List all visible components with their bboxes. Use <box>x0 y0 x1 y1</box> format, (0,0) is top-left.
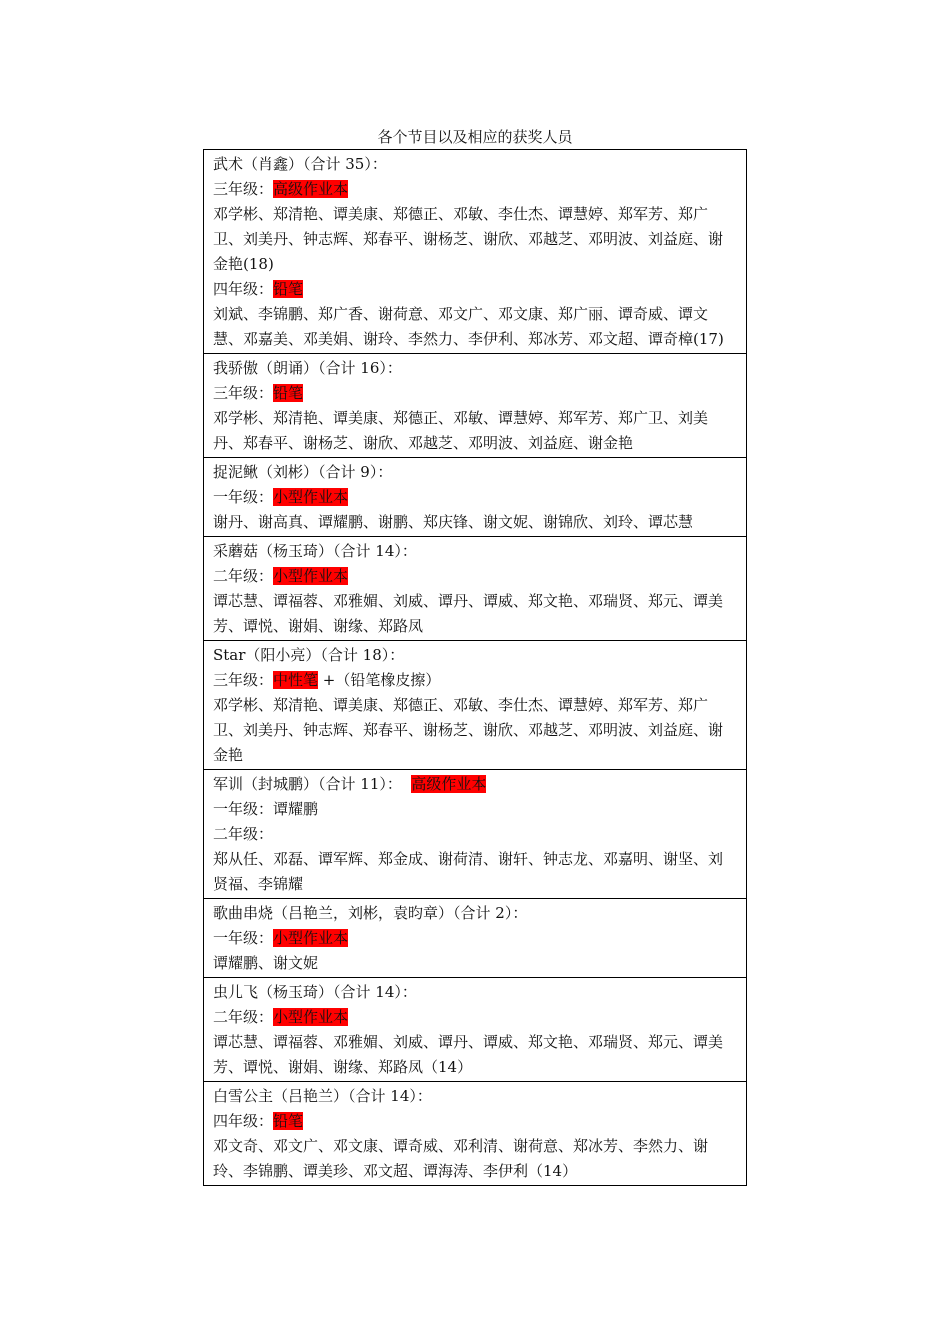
program-header <box>213 152 737 177</box>
program-cell <box>204 537 747 641</box>
prize-highlight: 小型作业本 <box>273 1008 349 1026</box>
grade-line <box>213 177 737 202</box>
grade-line <box>213 564 737 589</box>
program-cell <box>204 458 747 537</box>
program-title: 捉泥鳅（刘彬）（合计 9）： <box>213 463 393 481</box>
grade-line <box>213 277 737 302</box>
grade-label: 二年级： <box>213 825 274 843</box>
prize-extra: +（铅笔橡皮擦） <box>318 671 441 689</box>
grade-label: 一年级： <box>213 929 274 947</box>
program-row <box>204 899 747 978</box>
student-names: 郑从任、邓磊、谭军辉、郑金成、谢荷清、谢轩、钟志龙、邓嘉明、谢坚、刘贤福、李锦耀 <box>213 850 724 893</box>
program-header <box>213 356 737 381</box>
prize-highlight: 小型作业本 <box>273 929 349 947</box>
grade-label: 三年级： <box>213 384 274 402</box>
program-cell <box>204 1082 747 1186</box>
program-cell <box>204 150 747 354</box>
program-title: 白雪公主（吕艳兰）（合计 14）： <box>213 1087 432 1105</box>
prize-highlight: 中性笔 <box>273 671 319 689</box>
program-row <box>204 770 747 899</box>
grade-line <box>213 485 737 510</box>
program-title: 武术（肖鑫）（合计 35）： <box>213 155 387 173</box>
program-row <box>204 1082 747 1186</box>
grade-label: 四年级： <box>213 1112 274 1130</box>
prize-highlight: 铅笔 <box>273 280 304 298</box>
program-header <box>213 460 737 485</box>
grade-label: 三年级： <box>213 671 274 689</box>
grade-label: 一年级：谭耀鹏 <box>213 800 319 818</box>
prize-highlight: 高级作业本 <box>411 775 487 793</box>
prize-highlight: 小型作业本 <box>273 488 349 506</box>
grade-line <box>213 1005 737 1030</box>
grade-label: 二年级： <box>213 1008 274 1026</box>
program-row <box>204 537 747 641</box>
page-title: 各个节目以及相应的获奖人员 <box>377 128 573 146</box>
grade-line <box>213 381 737 406</box>
program-title: 军训（封城鹏）（合计 11）： <box>213 775 402 793</box>
program-title: 采蘑菇（杨玉琦）（合计 14）： <box>213 542 417 560</box>
student-names: 邓文奇、邓文广、邓文康、谭奇威、邓利清、谢荷意、郑冰芳、李然力、谢玲、李锦鹏、谭美珍、邓文超、谭海涛、李伊利（14） <box>213 1137 709 1180</box>
program-title: Star（阳小亮）（合计 18）： <box>213 646 405 664</box>
program-cell <box>204 641 747 770</box>
program-title: 我骄傲（朗诵）（合计 16）： <box>213 359 402 377</box>
grade-line <box>213 1109 737 1134</box>
student-names: 邓学彬、郑清艳、谭美康、郑德正、邓敏、谭慧婷、郑军芳、郑广卫、刘美丹、郑春平、谢杨芝、谢欣、邓越芝、邓明波、刘益庭、谢金艳 <box>213 409 709 452</box>
grade-label: 二年级： <box>213 567 274 585</box>
grade-line <box>213 797 737 822</box>
program-cell <box>204 978 747 1082</box>
grade-line <box>213 926 737 951</box>
program-header <box>213 901 737 926</box>
student-names: 谢丹、谢高真、谭耀鹏、谢鹏、郑庆锋、谢文妮、谢锦欣、刘玲、谭芯慧 <box>213 513 694 531</box>
program-title: 虫儿飞（杨玉琦）（合计 14）： <box>213 983 417 1001</box>
student-names: 谭芯慧、谭福蓉、邓雅媚、刘威、谭丹、谭威、郑文艳、邓瑞贤、郑元、谭美芳、谭悦、谢娟、谢缘、郑路凤 <box>213 592 724 635</box>
grade-line <box>213 822 737 847</box>
program-row <box>204 150 747 354</box>
program-header <box>213 980 737 1005</box>
prize-highlight: 铅笔 <box>273 1112 304 1130</box>
student-names: 谭耀鹏、谢文妮 <box>213 954 319 972</box>
prize-highlight: 铅笔 <box>273 384 304 402</box>
program-title: 歌曲串烧（吕艳兰，刘彬，袁昀章）（合计 2）： <box>213 904 528 922</box>
program-header <box>213 539 737 564</box>
program-header <box>213 643 737 668</box>
program-header <box>213 1084 737 1109</box>
grade-label: 三年级： <box>213 180 274 198</box>
grade-label: 四年级： <box>213 280 274 298</box>
program-row <box>204 458 747 537</box>
program-row <box>204 978 747 1082</box>
grade-line <box>213 668 737 693</box>
student-names: 邓学彬、郑清艳、谭美康、郑德正、邓敏、李仕杰、谭慧婷、郑军芳、郑广卫、刘美丹、钟志辉、郑春平、谢杨芝、谢欣、邓越芝、邓明波、刘益庭、谢金艳(18) <box>213 205 724 273</box>
prize-highlight: 小型作业本 <box>273 567 349 585</box>
student-names: 邓学彬、郑清艳、谭美康、郑德正、邓敏、李仕杰、谭慧婷、郑军芳、郑广卫、刘美丹、钟志辉、郑春平、谢杨芝、谢欣、邓越芝、邓明波、刘益庭、谢金艳 <box>213 696 724 764</box>
program-cell <box>204 899 747 978</box>
prize-highlight: 高级作业本 <box>273 180 349 198</box>
student-names: 刘斌、李锦鹏、郑广香、谢荷意、邓文广、邓文康、郑广丽、谭奇威、谭文慧、邓嘉美、邓美娟、谢玲、李然力、李伊利、郑冰芳、邓文超、谭奇樟(17) <box>213 305 724 348</box>
student-names: 谭芯慧、谭福蓉、邓雅媚、刘威、谭丹、谭威、郑文艳、邓瑞贤、郑元、谭美芳、谭悦、谢娟、谢缘、郑路凤（14） <box>213 1033 724 1076</box>
program-cell <box>204 770 747 899</box>
program-cell <box>204 354 747 458</box>
program-row <box>204 354 747 458</box>
awards-table <box>203 149 747 1186</box>
grade-label: 一年级： <box>213 488 274 506</box>
program-row <box>204 641 747 770</box>
program-header <box>213 772 737 797</box>
